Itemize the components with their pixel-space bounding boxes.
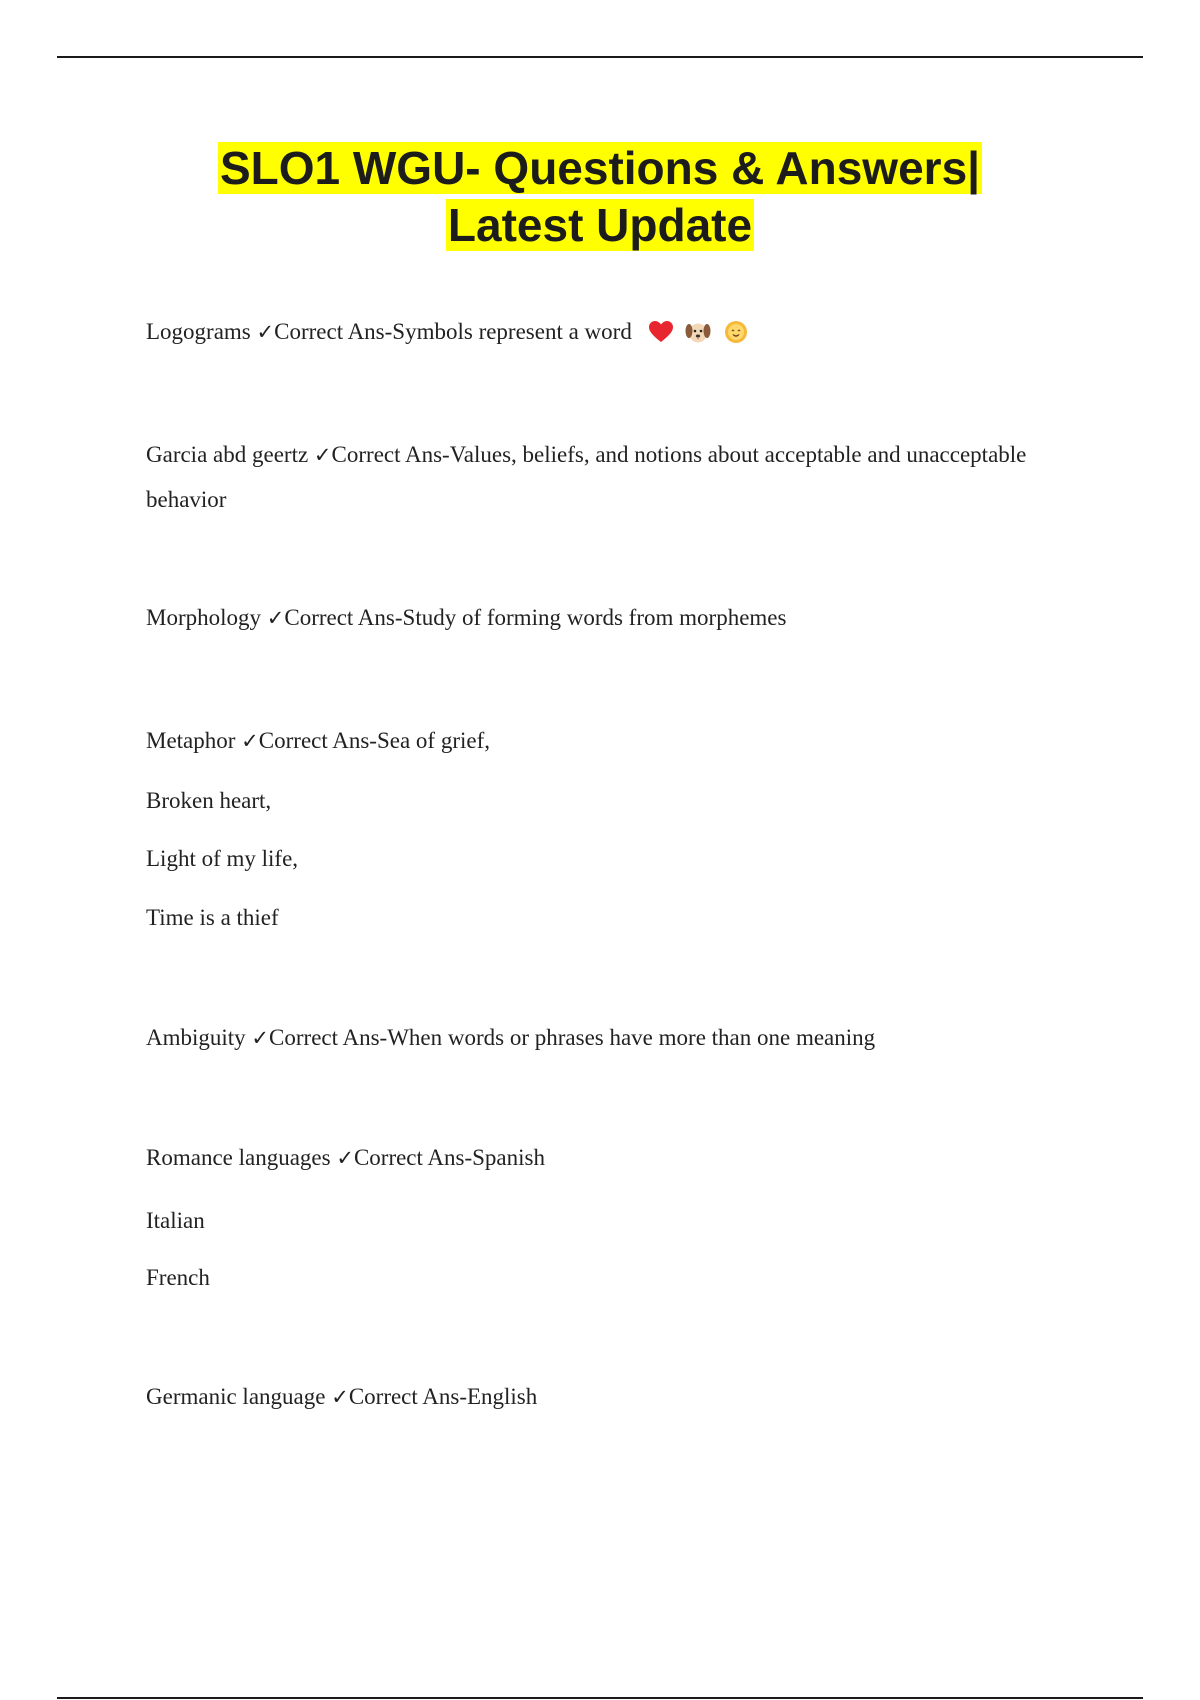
- document-title: [0, 140, 1200, 254]
- top-rule: [57, 56, 1143, 58]
- term: Garcia abd geertz: [146, 442, 314, 467]
- answer: Correct Ans-Study of forming words from morphemes: [284, 605, 787, 630]
- answer: Correct Ans-English: [348, 1384, 538, 1409]
- qa-extra-line: Italian: [146, 1208, 205, 1233]
- term: Logograms: [146, 319, 257, 344]
- qa-item-ambiguity: [146, 1023, 875, 1053]
- qa-extra-line: Time is a thief: [146, 905, 279, 930]
- answer: Correct Ans-When words or phrases have more than one meaning: [269, 1025, 876, 1050]
- check-icon: ✓: [266, 606, 285, 630]
- qa-item-logograms: [146, 317, 749, 347]
- qa-item-romance-languages: [146, 1143, 545, 1173]
- answer: Correct Ans-Sea of grief,: [258, 728, 490, 753]
- check-icon: ✓: [256, 320, 275, 344]
- term: Germanic language: [146, 1384, 332, 1409]
- check-icon: ✓: [251, 1026, 270, 1050]
- title-line-2: Latest Update: [447, 199, 753, 251]
- check-icon: ✓: [336, 1146, 354, 1170]
- answer: Correct Ans-Values, beliefs, and notions about acceptable and unacceptable: [331, 442, 1027, 467]
- check-icon: ✓: [331, 1385, 349, 1409]
- qa-extra-line: French: [146, 1265, 210, 1290]
- heart-icon: [648, 320, 674, 344]
- term: Romance languages: [146, 1145, 337, 1170]
- qa-item-garcia-abd-geertz: [146, 440, 1026, 470]
- term: Morphology: [146, 605, 267, 630]
- dog-face-icon: [685, 320, 711, 344]
- title-line-1: SLO1 WGU- Questions & Answers|: [219, 142, 981, 194]
- bottom-rule: [57, 1697, 1143, 1699]
- term: Metaphor: [146, 728, 242, 753]
- sun-face-icon: [723, 320, 749, 344]
- term: Ambiguity: [146, 1025, 252, 1050]
- check-icon: ✓: [241, 729, 259, 753]
- qa-extra-line: Broken heart,: [146, 788, 272, 813]
- check-icon: ✓: [313, 443, 332, 467]
- qa-extra-line: Light of my life,: [146, 846, 299, 871]
- answer: Correct Ans-Spanish: [353, 1145, 545, 1170]
- qa-item-metaphor: [146, 726, 490, 756]
- qa-item-morphology: [146, 603, 786, 633]
- answer: Correct Ans-Symbols represent a word: [274, 319, 632, 344]
- qa-item-continuation: behavior: [146, 487, 227, 512]
- qa-item-germanic-language: [146, 1382, 537, 1412]
